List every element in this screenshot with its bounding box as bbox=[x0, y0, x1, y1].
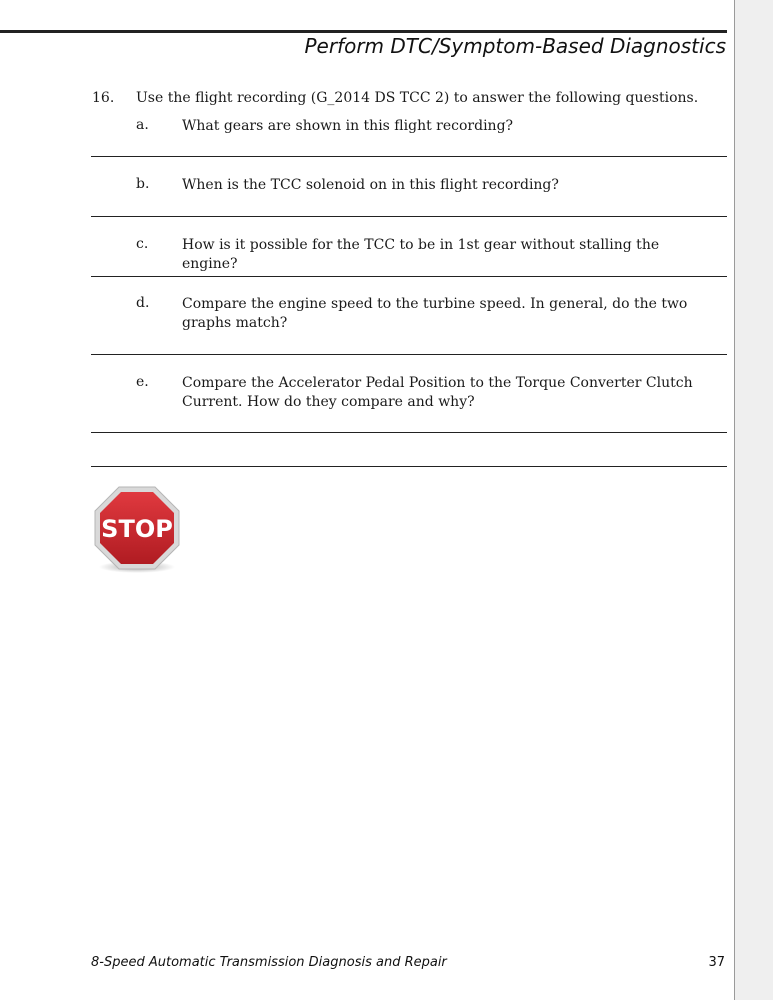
header-rule bbox=[0, 30, 727, 33]
question-number: 16. bbox=[92, 90, 115, 106]
subquestion-c-letter: c. bbox=[136, 236, 149, 252]
subquestion-b-letter: b. bbox=[136, 176, 150, 192]
question-text: Use the flight recording (G_2014 DS TCC 2) to answer the following questions. bbox=[136, 90, 699, 106]
stop-sign-icon bbox=[92, 483, 182, 575]
footer-book-title: 8-Speed Automatic Transmission Diagnosis and Repair bbox=[91, 955, 447, 970]
answer-line-a[interactable] bbox=[91, 156, 727, 157]
page-number: 37 bbox=[708, 955, 725, 970]
subquestion-b-text: When is the TCC solenoid on in this flight recording? bbox=[182, 177, 559, 193]
answer-line-e-2[interactable] bbox=[91, 466, 727, 467]
answer-line-b[interactable] bbox=[91, 216, 727, 217]
subquestion-a-letter: a. bbox=[136, 117, 149, 133]
subquestion-c-text: How is it possible for the TCC to be in 1st gear without stalling the engine? bbox=[182, 237, 660, 272]
subquestion-d-text: Compare the engine speed to the turbine speed. In general, do the two graphs match? bbox=[182, 296, 688, 331]
answer-line-e-1[interactable] bbox=[91, 432, 727, 433]
subquestion-a-text: What gears are shown in this flight recording? bbox=[182, 118, 514, 134]
subquestion-d-letter: d. bbox=[136, 295, 150, 311]
subquestion-e-letter: e. bbox=[136, 374, 149, 390]
page-header-title: Perform DTC/Symptom-Based Diagnostics bbox=[304, 34, 726, 58]
answer-line-d[interactable] bbox=[91, 354, 727, 355]
subquestion-e-text: Compare the Accelerator Pedal Position to the Torque Converter Clutch Current. How do they compare and why? bbox=[182, 375, 693, 410]
answer-line-c[interactable] bbox=[91, 276, 727, 277]
stop-sign-label: STOP bbox=[101, 515, 173, 543]
page-side-margin bbox=[734, 0, 773, 1000]
